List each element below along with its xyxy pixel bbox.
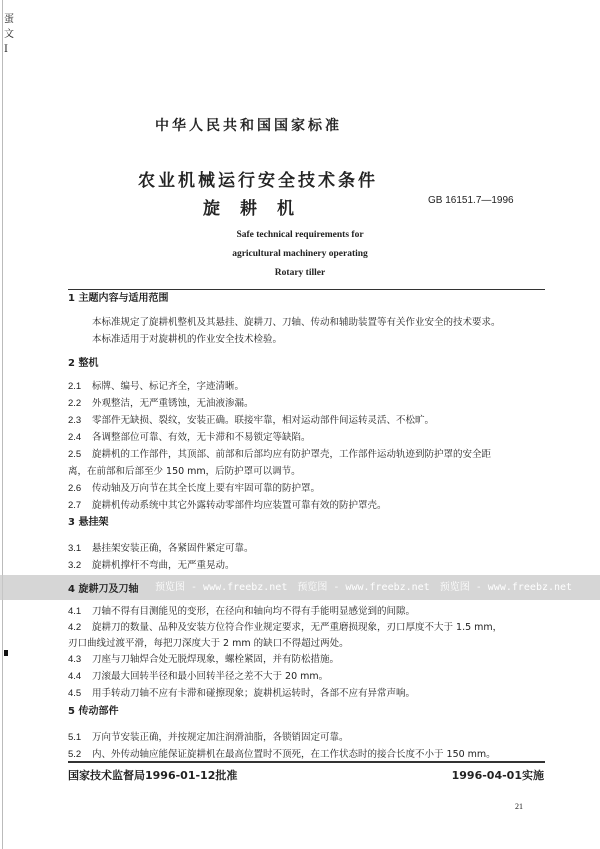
clause-line: [68, 463, 301, 477]
clause-text: 1 主题内容与适用范围: [68, 293, 169, 304]
clause-number: 2.1: [68, 381, 82, 392]
clause-number: 2.2: [68, 398, 82, 409]
clause-text: 万向节安装正确，并按规定加注润滑油脂，各锁销固定可靠。: [92, 732, 349, 743]
paragraph-line: [92, 331, 282, 345]
clause-line: [68, 497, 387, 511]
clause-text: 悬挂架安装正确，各紧固件紧定可靠。: [92, 543, 254, 554]
standard-header: 中华人民共和国国家标准: [155, 118, 342, 134]
clause-line: [68, 446, 491, 460]
document-title: 农业机械运行安全技术条件: [138, 171, 378, 191]
clause-line: [68, 746, 496, 760]
clause-line: [68, 635, 349, 649]
section-heading: [68, 580, 138, 595]
clause-number: 2.6: [68, 483, 82, 494]
section-heading: [68, 354, 98, 369]
standard-number: GB 16151.7—1996: [428, 195, 514, 206]
clause-number: 4.3: [68, 654, 82, 665]
clause-text: 刀座与刀轴焊合处无脱焊现象，螺栓紧固，并有防松措施。: [92, 654, 340, 665]
clause-text: 旋耕机传动系统中其它外露转动零部件均应装置可靠有效的防护罩壳。: [92, 500, 387, 511]
clause-number: 5.2: [68, 749, 82, 760]
clause-text: 3 悬挂架: [68, 517, 109, 528]
clause-text: 2 整机: [68, 358, 99, 369]
clause-text: 传动轴及万向节在其全长度上要有牢固可靠的防护罩。: [92, 483, 321, 494]
clause-line: [68, 668, 328, 682]
clause-text: 各调整部位可靠、有效，无卡滞和不易锁定等缺陷。: [92, 432, 311, 443]
clause-text: 用手转动刀轴不应有卡滞和碰擦现象；旋耕机运转时，各部不应有异常声响。: [92, 688, 416, 699]
clause-text: 标牌、编号、标记齐全，字迹清晰。: [92, 381, 245, 392]
clause-text: 本标准规定了旋耕机整机及其悬挂、旋耕刀、刀轴、传动和辅助装置等有关作业安全的技术要求。: [92, 317, 501, 328]
clause-number: 2.4: [68, 432, 82, 443]
clause-number: 4.4: [68, 671, 82, 682]
clause-line: [68, 651, 339, 665]
clause-text: 旋耕刀的数量、品种及安装方位符合作业规定要求，无严重磨损现象，刃口厚度不大于 1.5 mm，: [92, 622, 503, 633]
document-subtitle: 旋耕机: [203, 199, 314, 219]
clause-text: 刀轴不得有目测能见的变形，在径向和轴向均不得有手能明显感觉到的间隙。: [92, 606, 416, 617]
clause-text: 本标准适用于对旋耕机的作业安全技术检验。: [92, 334, 283, 345]
clause-line: [68, 729, 349, 743]
english-title-line: Rotary tiller: [274, 268, 326, 278]
clause-number: 2.3: [68, 415, 82, 426]
effective-date: 1996-04-01实施: [451, 769, 544, 782]
clause-line: [68, 603, 415, 617]
clause-number: 3.2: [68, 560, 82, 571]
side-annotation: 蛋文I: [4, 14, 14, 55]
clause-number: 2.5: [68, 449, 82, 460]
clause-text: 5 传动部件: [68, 706, 119, 717]
english-title-line: Safe technical requirements for: [236, 230, 364, 240]
watermark-text: 预览图 - www.freebz.net: [297, 582, 430, 593]
clause-line: [68, 378, 244, 392]
clause-number: 3.1: [68, 543, 82, 554]
clause-number: 2.7: [68, 500, 82, 511]
clause-text: 刃口曲线过渡平滑，每把刀深度大于 2 mm 的缺口不得超过两处。: [68, 638, 349, 649]
watermark-text: 预览图 - www.freebz.net: [155, 582, 288, 593]
approval-date: 国家技术监督局1996-01-12批准: [68, 769, 238, 782]
clause-number: 4.5: [68, 688, 82, 699]
section-heading: [68, 513, 108, 528]
clause-number: 4.2: [68, 622, 82, 633]
section-heading: [68, 289, 168, 304]
clause-line: [68, 480, 320, 494]
watermark-text: 预览图 - www.freebz.net: [439, 582, 573, 593]
clause-text: 离，在前部和后部至少 150 mm，后防护罩可以调节。: [68, 466, 301, 477]
clause-text: 零部件无缺损、裂纹，安装正确。联接牢靠，相对运动部件间运转灵活、不松旷。: [92, 415, 435, 426]
clause-text: 旋耕机的工作部件，其顶部、前部和后部均应有防护罩壳，工作部件运动轨迹到防护罩的安全距: [92, 449, 492, 460]
clause-line: [68, 412, 434, 426]
clause-text: 刀滚最大回转半径和最小回转半径之差不大于 20 mm。: [92, 671, 329, 682]
page-number: 21: [515, 802, 523, 811]
clause-text: 旋耕机撑杆不弯曲，无严重晃动。: [92, 560, 235, 571]
clause-line: [68, 619, 502, 633]
clause-text: 内、外传动轴应能保证旋耕机在最高位置时不顶死，在工作状态时的接合长度不小于 150 mm。: [92, 749, 496, 760]
paragraph-line: [92, 314, 501, 328]
clause-line: [68, 557, 235, 571]
clause-line: [68, 429, 311, 443]
clause-text: 外观整洁，无严重锈蚀，无油液渗漏。: [92, 398, 254, 409]
clause-text: 4 旋耕刀及刀轴: [68, 584, 139, 595]
section-heading: [68, 702, 118, 717]
clause-line: [68, 685, 415, 699]
english-title-line: agricultural machinery operating: [232, 249, 368, 259]
clause-number: 5.1: [68, 732, 82, 743]
clause-line: [68, 540, 254, 554]
clause-line: [68, 395, 254, 409]
clause-number: 4.1: [68, 606, 82, 617]
